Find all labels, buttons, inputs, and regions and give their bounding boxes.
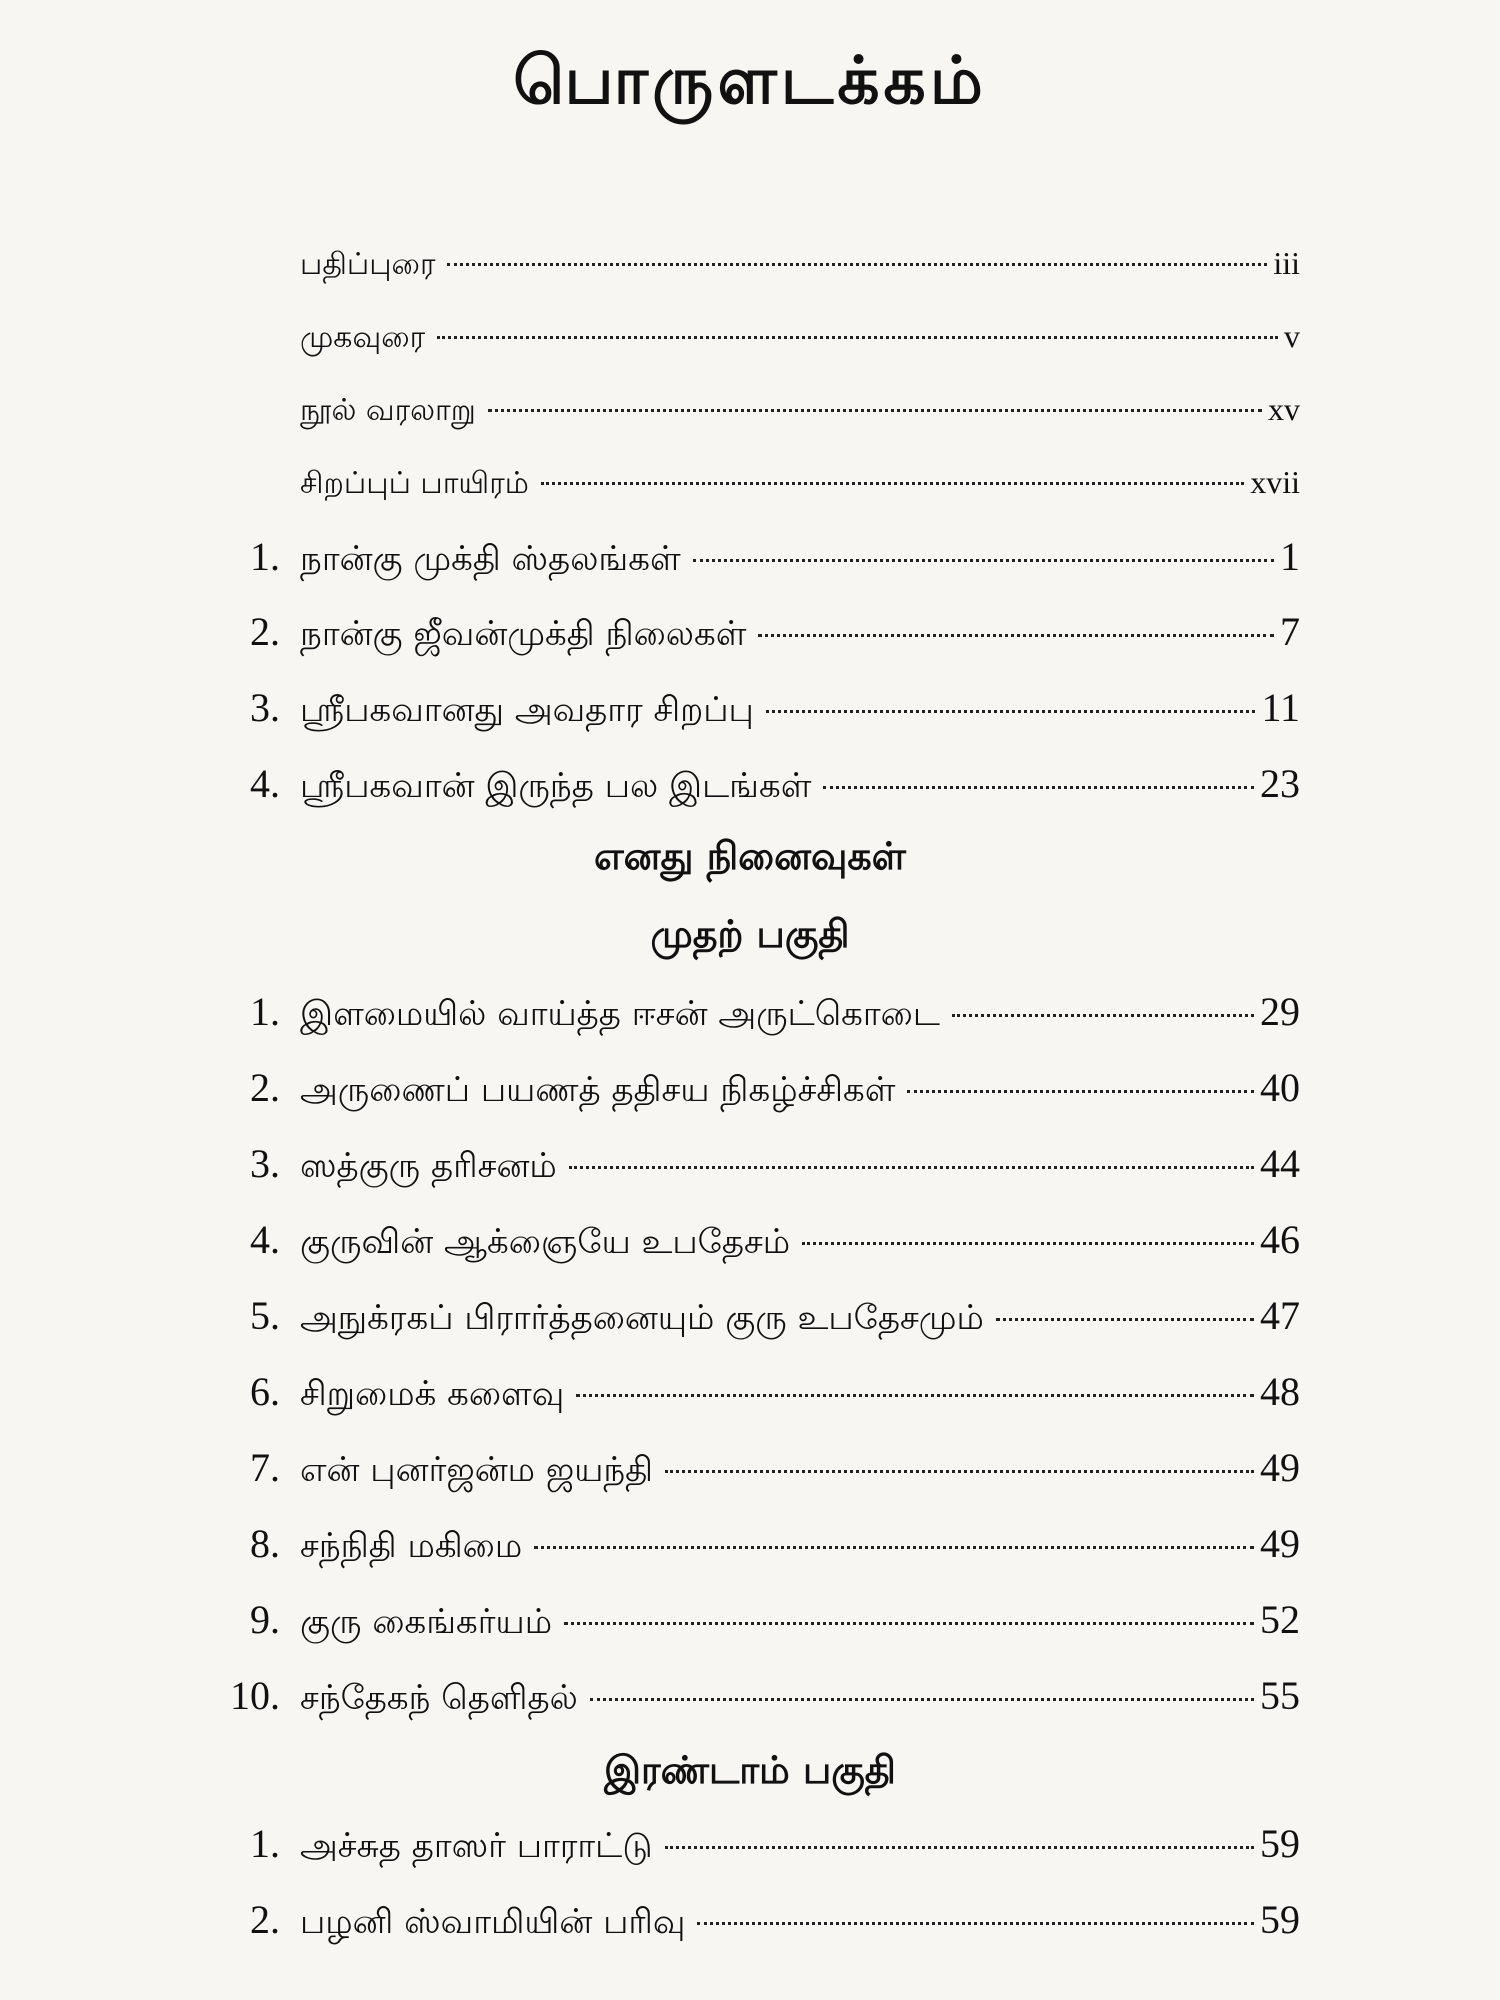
entry-page: 47	[1260, 1293, 1300, 1338]
toc-entry	[300, 245, 1300, 286]
toc-entry	[215, 1896, 1300, 1946]
toc-entry	[215, 988, 1300, 1038]
entry-label: ஸத்குரு தரிசனம்	[300, 1146, 557, 1186]
entry-number: 2.	[250, 1897, 280, 1942]
toc-entry	[215, 1596, 1300, 1646]
page-title: பொருளடக்கம்	[513, 42, 987, 119]
dot-leader	[447, 263, 1267, 266]
entry-number: 3.	[250, 1141, 280, 1186]
entry-number: 4.	[250, 1217, 280, 1262]
entry-label: நூல் வரலாறு	[300, 393, 476, 428]
entry-page: xvii	[1250, 464, 1300, 500]
entry-number: 1.	[250, 534, 280, 579]
toc-entry	[215, 684, 1300, 734]
entry-page: 7	[1280, 609, 1300, 654]
entry-page: 59	[1260, 1821, 1300, 1866]
dot-leader	[488, 409, 1262, 412]
entry-number: 10.	[230, 1673, 280, 1718]
entry-label: சிறப்புப் பாயிரம்	[300, 466, 529, 501]
entry-page: 55	[1260, 1673, 1300, 1718]
entry-label: சந்தேகந் தெளிதல்	[300, 1678, 578, 1718]
entry-page: 46	[1260, 1217, 1300, 1262]
toc-entry	[215, 533, 1300, 583]
toc-entry	[215, 1368, 1300, 1418]
entry-label: இளமையில் வாய்த்த ஈசன் அருட்கொடை	[300, 994, 940, 1034]
entry-number: 6.	[250, 1369, 280, 1414]
entry-label: பழனி ஸ்வாமியின் பரிவு	[300, 1902, 686, 1942]
dot-leader	[541, 482, 1244, 485]
entry-label: நான்கு முக்தி ஸ்தலங்கள்	[300, 539, 681, 579]
entry-page: 49	[1260, 1521, 1300, 1566]
dot-leader	[952, 1014, 1254, 1017]
entry-page: 52	[1260, 1597, 1300, 1642]
dot-leader	[665, 1846, 1254, 1849]
dot-leader	[665, 1470, 1254, 1473]
entry-page: 29	[1260, 989, 1300, 1034]
entry-page: iii	[1273, 245, 1300, 281]
dot-leader	[697, 1922, 1254, 1925]
dot-leader	[576, 1394, 1254, 1397]
entry-label: நான்கு ஜீவன்முக்தி நிலைகள்	[300, 614, 747, 654]
dot-leader	[564, 1622, 1254, 1625]
toc-entry	[215, 1140, 1300, 1190]
toc-entry	[215, 1216, 1300, 1266]
dot-leader	[996, 1318, 1254, 1321]
entry-page: xv	[1268, 391, 1300, 427]
entry-page: 59	[1260, 1897, 1300, 1942]
toc-entry	[215, 1292, 1300, 1342]
dot-leader	[693, 559, 1274, 562]
entry-label: அச்சுத தாஸர் பாராட்டு	[300, 1826, 653, 1866]
dot-leader	[569, 1166, 1254, 1169]
entry-page: 44	[1260, 1141, 1300, 1186]
toc-entry	[215, 608, 1300, 658]
entry-page: 1	[1280, 534, 1300, 579]
dot-leader	[437, 336, 1278, 339]
entry-label: ஸ்ரீபகவானது அவதார சிறப்பு	[300, 690, 754, 730]
toc-entry	[215, 760, 1300, 810]
toc-entry	[215, 1672, 1300, 1722]
entry-number: 1.	[250, 1821, 280, 1866]
entry-number: 1.	[250, 989, 280, 1034]
dot-leader	[534, 1546, 1254, 1549]
dot-leader	[907, 1090, 1254, 1093]
entry-label: அருணைப் பயணத் ததிசய நிகழ்ச்சிகள்	[300, 1070, 896, 1110]
entry-label: சிறுமைக் களைவு	[300, 1374, 565, 1414]
dot-leader	[590, 1698, 1254, 1701]
entry-page: 49	[1260, 1445, 1300, 1490]
toc-entry	[215, 1444, 1300, 1494]
entry-number: 2.	[250, 1065, 280, 1110]
toc-entry	[300, 391, 1300, 432]
entry-label: என் புனர்ஜன்ம ஜயந்தி	[300, 1450, 654, 1490]
toc-entry	[215, 1820, 1300, 1870]
toc-entry	[300, 464, 1300, 505]
toc-entry	[215, 1064, 1300, 1114]
part2-heading: இரண்டாம் பகுதி	[604, 1748, 896, 1792]
entry-label: அநுக்ரகப் பிரார்த்தனையும் குரு உபதேசமும்	[300, 1298, 984, 1338]
entry-number: 3.	[250, 685, 280, 730]
entry-number: 4.	[250, 761, 280, 806]
entry-number: 5.	[250, 1293, 280, 1338]
entry-page: 40	[1260, 1065, 1300, 1110]
toc-entry	[300, 318, 1300, 359]
entry-label: குரு கைங்கர்யம்	[300, 1602, 553, 1642]
entry-page: 23	[1260, 761, 1300, 806]
entry-label: பதிப்புரை	[300, 247, 436, 282]
entry-label: முகவுரை	[300, 320, 426, 355]
entry-label: ஸ்ரீபகவான் இருந்த பல இடங்கள்	[300, 766, 812, 806]
dot-leader	[766, 710, 1256, 713]
entry-page: v	[1284, 318, 1300, 354]
dot-leader	[758, 634, 1274, 637]
entry-number: 7.	[250, 1445, 280, 1490]
part1-heading: முதற் பகுதி	[650, 912, 850, 956]
entry-page: 48	[1260, 1369, 1300, 1414]
entry-number: 9.	[250, 1597, 280, 1642]
entry-label: சந்நிதி மகிமை	[300, 1526, 523, 1566]
dot-leader	[823, 786, 1254, 789]
entry-number: 8.	[250, 1521, 280, 1566]
section-heading: எனது நினைவுகள்	[594, 834, 906, 878]
dot-leader	[802, 1242, 1254, 1245]
entry-number: 2.	[250, 609, 280, 654]
entry-label: குருவின் ஆக்ஞையே உபதேசம்	[300, 1222, 791, 1262]
entry-page: 11	[1261, 685, 1300, 730]
toc-entry	[215, 1520, 1300, 1570]
